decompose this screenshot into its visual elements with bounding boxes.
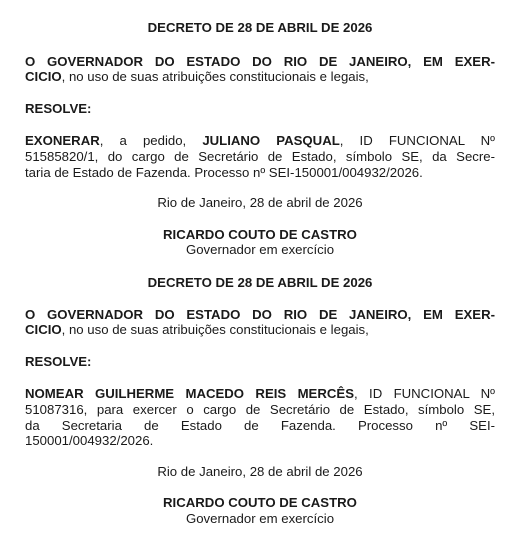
decree-preamble xyxy=(25,54,495,70)
body-text: , ID FUNCIONAL Nº xyxy=(354,386,495,402)
decree-body-line1 xyxy=(25,386,495,402)
signer-role: Governador em exercício xyxy=(185,242,335,258)
decree-2 xyxy=(25,258,495,527)
decree-preamble xyxy=(25,307,495,323)
decree-heading: DECRETO DE 28 DE ABRIL DE 2026 xyxy=(147,274,373,290)
body-text: , a pedido, xyxy=(99,133,203,149)
action-verb: EXONERAR xyxy=(25,133,100,149)
decree-heading: DECRETO DE 28 DE ABRIL DE 2026 xyxy=(147,20,373,35)
resolve-label xyxy=(25,354,495,370)
preamble-text: , no uso de suas atribuições constitucionais e legais, xyxy=(61,322,369,338)
resolve-text: RESOLVE: xyxy=(25,353,92,369)
person-name: JULIANO PASQUAL xyxy=(202,133,340,149)
place-date: Rio de Janeiro, 28 de abril de 2026 xyxy=(157,195,363,211)
signer-name: RICARDO COUTO DE CASTRO xyxy=(163,495,357,511)
person-name: NOMEAR GUILHERME MACEDO REIS MERCÊS xyxy=(25,386,354,402)
preamble-bold-line: O GOVERNADOR DO ESTADO DO RIO DE JANEIRO, EM EXER- xyxy=(25,306,495,322)
body-text: , ID FUNCIONAL Nº xyxy=(339,133,495,149)
preamble-text: , no uso de suas atribuições constitucionais e legais, xyxy=(61,69,369,85)
decree-preamble-cont xyxy=(25,69,495,85)
signer-name: RICARDO COUTO DE CASTRO xyxy=(163,226,357,242)
preamble-bold-cont: CICIO xyxy=(25,69,62,85)
decree-body-line1 xyxy=(25,133,495,149)
resolve-text: RESOLVE: xyxy=(25,100,92,116)
decree-preamble-cont xyxy=(25,322,495,338)
decree-body-line3: taria de Estado de Fazenda. Processo nº SEI-150001/004932/2026. xyxy=(25,164,423,180)
decree-1 xyxy=(25,0,495,258)
signer-role: Governador em exercício xyxy=(185,510,335,526)
place-date: Rio de Janeiro, 28 de abril de 2026 xyxy=(157,463,363,479)
decree-body-line2: 51087316, para exercer o cargo de Secretário de Estado, símbolo SE, xyxy=(25,401,495,417)
preamble-bold-line: O GOVERNADOR DO ESTADO DO RIO DE JANEIRO, EM EXER- xyxy=(25,53,495,69)
preamble-bold-cont: CICIO xyxy=(25,322,62,338)
resolve-label xyxy=(25,101,495,117)
decree-body-line2: 51585820/1, do cargo de Secretário de Estado, símbolo SE, da Secre- xyxy=(25,148,495,164)
decree-body-line3: da Secretaria de Estado de Fazenda. Processo nº SEI- xyxy=(25,417,495,433)
decree-body-line4: 150001/004932/2026. xyxy=(25,433,154,449)
